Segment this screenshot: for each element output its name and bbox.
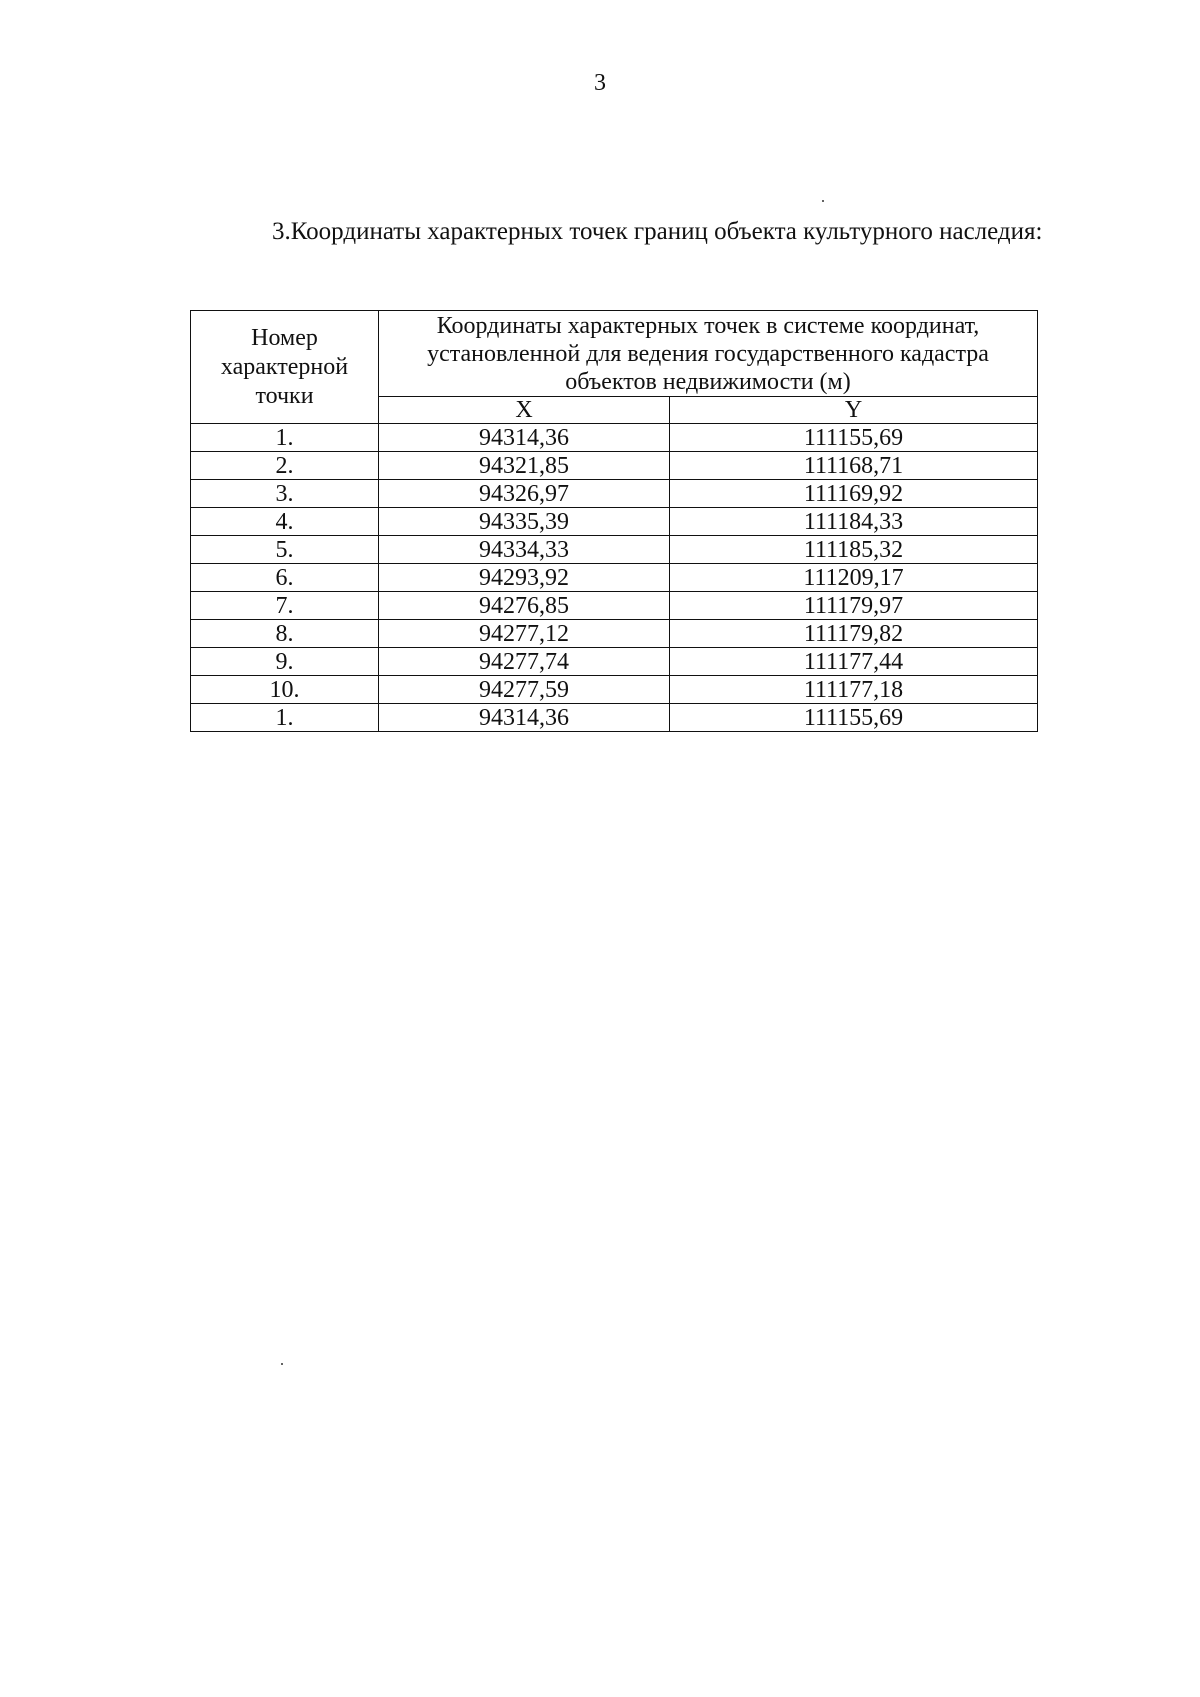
table-row	[191, 704, 1038, 732]
section-title: 3.Координаты характерных точек границ объекта культурного наследия:	[272, 218, 1043, 245]
coordinates-table	[190, 310, 1038, 732]
y-coordinate-cell: 111177,18	[670, 676, 1038, 704]
table-header-row	[191, 311, 1038, 397]
table-row	[191, 564, 1038, 592]
table-row	[191, 676, 1038, 704]
y-coordinate-cell: 111155,69	[670, 704, 1038, 732]
table-row	[191, 592, 1038, 620]
x-coordinate-cell: 94334,33	[379, 536, 670, 564]
table-row	[191, 648, 1038, 676]
page-number: 3	[594, 70, 606, 96]
x-coordinate-cell: 94276,85	[379, 592, 670, 620]
y-coordinate-cell: 111155,69	[670, 424, 1038, 452]
scan-speck	[281, 1363, 283, 1365]
y-coordinate-cell: 111168,71	[670, 452, 1038, 480]
x-coordinate-cell: 94326,97	[379, 480, 670, 508]
table-body	[191, 424, 1038, 732]
point-number-cell: 2.	[191, 452, 379, 480]
table-row	[191, 424, 1038, 452]
x-coordinate-cell: 94314,36	[379, 704, 670, 732]
y-coordinate-cell: 111179,97	[670, 592, 1038, 620]
table-row	[191, 452, 1038, 480]
point-number-cell: 7.	[191, 592, 379, 620]
y-coordinate-cell: 111184,33	[670, 508, 1038, 536]
header-x: X	[379, 397, 670, 424]
table-row	[191, 508, 1038, 536]
y-coordinate-cell: 111185,32	[670, 536, 1038, 564]
x-coordinate-cell: 94293,92	[379, 564, 670, 592]
header-point-number: Номер характерной точки	[191, 311, 379, 424]
y-coordinate-cell: 111177,44	[670, 648, 1038, 676]
point-number-cell: 10.	[191, 676, 379, 704]
point-number-cell: 3.	[191, 480, 379, 508]
point-number-cell: 6.	[191, 564, 379, 592]
point-number-cell: 5.	[191, 536, 379, 564]
scan-speck	[822, 200, 824, 202]
y-coordinate-cell: 111169,92	[670, 480, 1038, 508]
x-coordinate-cell: 94277,12	[379, 620, 670, 648]
x-coordinate-cell: 94277,74	[379, 648, 670, 676]
header-coordinates: Координаты характерных точек в системе координат, установленной для ведения государственного кадастра объектов недвижимости (м)	[379, 311, 1038, 397]
point-number-cell: 8.	[191, 620, 379, 648]
x-coordinate-cell: 94321,85	[379, 452, 670, 480]
point-number-cell: 1.	[191, 704, 379, 732]
table-row	[191, 620, 1038, 648]
x-coordinate-cell: 94277,59	[379, 676, 670, 704]
point-number-cell: 1.	[191, 424, 379, 452]
point-number-cell: 4.	[191, 508, 379, 536]
table-row	[191, 536, 1038, 564]
x-coordinate-cell: 94314,36	[379, 424, 670, 452]
table-row	[191, 480, 1038, 508]
header-y: Y	[670, 397, 1038, 424]
y-coordinate-cell: 111209,17	[670, 564, 1038, 592]
point-number-cell: 9.	[191, 648, 379, 676]
y-coordinate-cell: 111179,82	[670, 620, 1038, 648]
x-coordinate-cell: 94335,39	[379, 508, 670, 536]
